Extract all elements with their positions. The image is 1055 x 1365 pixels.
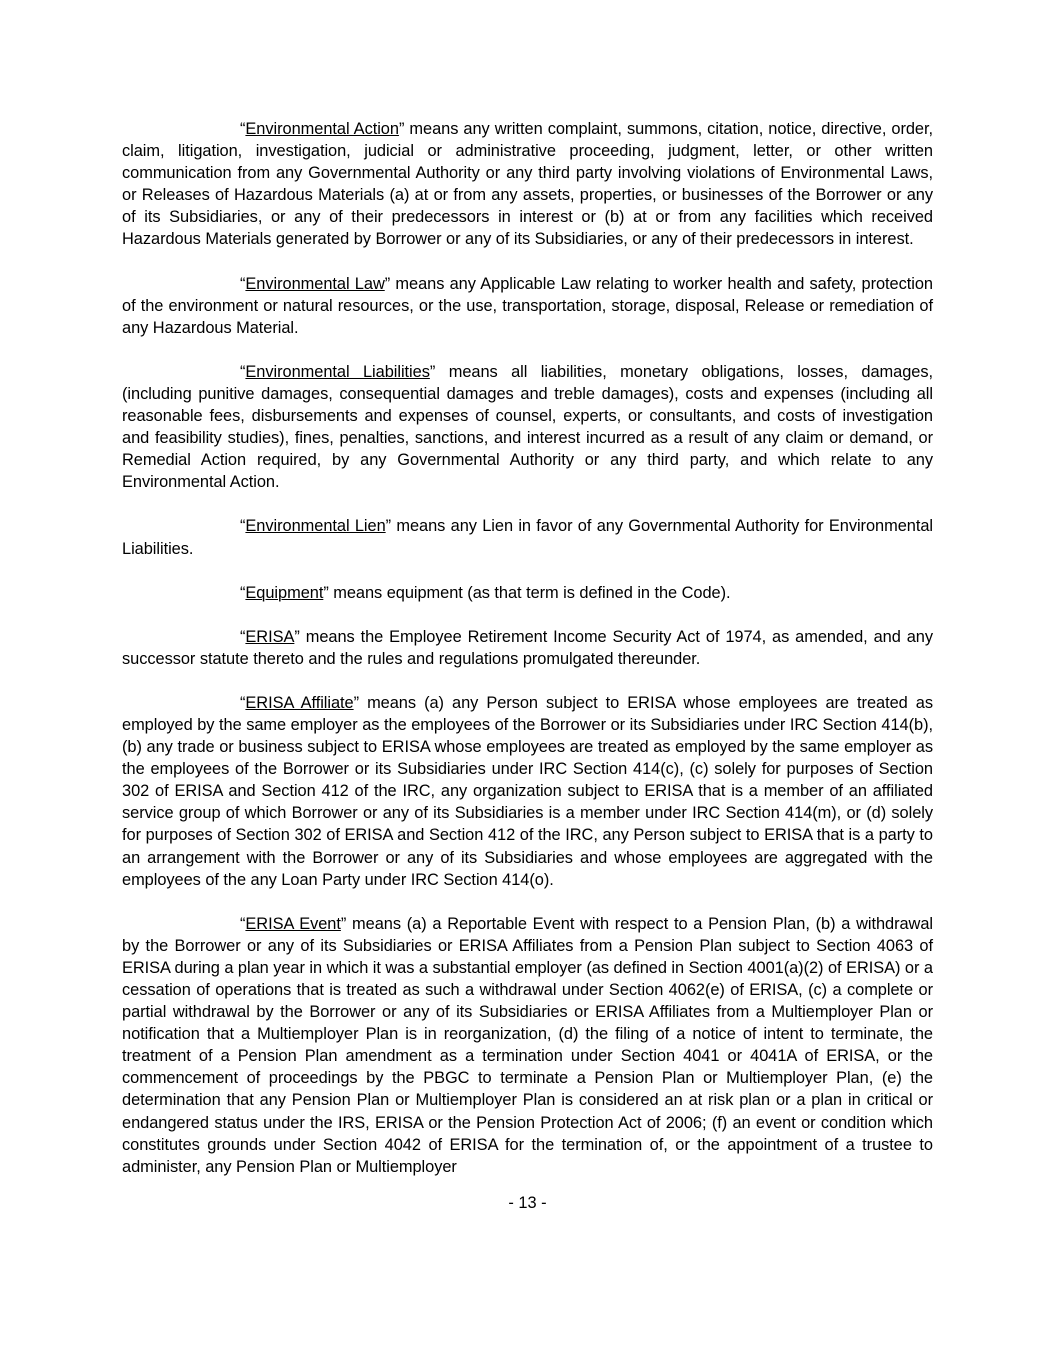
definition-text-environmental-action: ” means any written complaint, summons, citation, notice, directive, order, claim, litigation, investigation, judicial or administrative proceeding, judgment, letter, or other written communication from any Governmental Authority or any third party involving violations of Environmental Laws, or Releases of Hazardous Materials (a) at or from any assets, properties, or businesses of the Borrower or any of its Subsidiaries, or any of their predecessors in interest or (b) at or from any facilities which received Hazardous Materials generated by Borrower or any of its Subsidiaries, or any of their predecessors in interest. [122,120,934,249]
defined-term-environmental-action: Environmental Action [245,120,399,138]
defined-term-environmental-liabilities: Environmental Liabilities [245,362,430,381]
definition-text-erisa: ” means the Employee Retirement Income Security Act of 1974, as amended, and any successor statute thereto and the rules and regulations promulgated thereunder. [122,627,933,668]
definition-text-erisa-affiliate: ” means (a) any Person subject to ERISA whose employees are treated as employed by the same employer as the employees of the Borrower or its Subsidiaries under IRC Section 414(b), (b) any trade or business subject to ERISA whose employees are treated as employed by the same employer as the employees of the Borrower or its Subsidiaries under IRC Section 414(c), (c) solely for purposes of Section 302 of ERISA and Section 412 of the IRC, any organization subject to ERISA that is a member of an affiliated service group of which Borrower or any of its Subsidiaries is a member under IRC Section 414(m), or (d) solely for purposes of Section 302 of ERISA and Section 412 of the IRC, any Person subject to ERISA that is a party to an arrangement with the Borrower or any of its Subsidiaries and whose employees are aggregated with the employees of the any Loan Party under IRC Section 414(o). [122,693,933,889]
defined-term-erisa-affiliate: ERISA Affiliate [245,693,354,712]
definition-text-erisa-event: ” means (a) a Reportable Event with respect to a Pension Plan, (b) a withdrawal by the Borrower or any of its Subsidiaries or ERISA Affiliates from a Pension Plan subject to Section 4063 of ERISA during a plan year in which it was a substantial employer (as defined in Section 4001(a)(2) of ERISA) or a cessation of operations that is treated as such a withdrawal under Section 4062(e) of ERISA, (c) a complete or partial withdrawal by the Borrower or any of its Subsidiaries or ERISA Affiliates from a Multiemployer Plan or notification that a Multiemployer Plan is in reorganization, (d) the filing of a notice of intent to terminate, the treatment of a Pension Plan amendment as a termination under Section 4041 or 4041A of ERISA, or the commencement of proceedings by the PBGC to terminate a Pension Plan or Multiemployer Plan, (e) the determination that any Pension Plan or Multiemployer Plan is considered an at risk plan or a plan in critical or endangered status under the IRS, ERISA or the Pension Protection Act of 2006; (f) an event or condition which constitutes grounds under Section 4042 of ERISA for the termination of, or the appointment of a trustee to administer, any Pension Plan or Multiemployer [122,914,934,1176]
defined-term-equipment: Equipment [245,583,324,602]
page-number-footer: - 13 - [508,1194,547,1212]
definition-text-environmental-liabilities: ” means all liabilities, monetary obligations, losses, damages, (including punitive damages, consequential damages and treble damages), costs and expenses (including all reasonable fees, disbursements and expenses of counsel, experts, or consultants, and costs of investigation and feasibility studies), fines, penalties, sanctions, and interest incurred as a result of any claim or demand, or Remedial Action required, by any Governmental Authority or any third party, and which relate to any Environmental Action. [122,362,933,492]
document-body [122,118,933,1178]
defined-term-environmental-lien: Environmental Lien [245,517,386,536]
defined-term-erisa: ERISA [245,627,295,646]
definition-text-environmental-law: ” means any Applicable Law relating to worker health and safety, protection of the environment or natural resources, or the use, transportation, storage, disposal, Release or remediation of any Hazardous Material. [122,274,933,337]
definition-paragraph-erisa-event [122,913,933,1178]
definition-paragraph-erisa [122,626,933,670]
definition-text-environmental-lien: ” means any Lien in favor of any Governmental Authority for Environmental Liabilities. [122,517,933,558]
definition-paragraph-environmental-action [122,118,933,251]
defined-term-erisa-event: ERISA Event [245,914,341,933]
definition-paragraph-erisa-affiliate [122,692,933,891]
definition-paragraph-equipment [122,582,933,604]
defined-term-environmental-law: Environmental Law [245,274,385,293]
definition-paragraph-environmental-liabilities [122,361,933,494]
definition-paragraph-environmental-lien [122,515,933,559]
definition-paragraph-environmental-law [122,273,933,339]
definition-text-equipment: ” means equipment (as that term is defined in the Code). [323,583,731,602]
